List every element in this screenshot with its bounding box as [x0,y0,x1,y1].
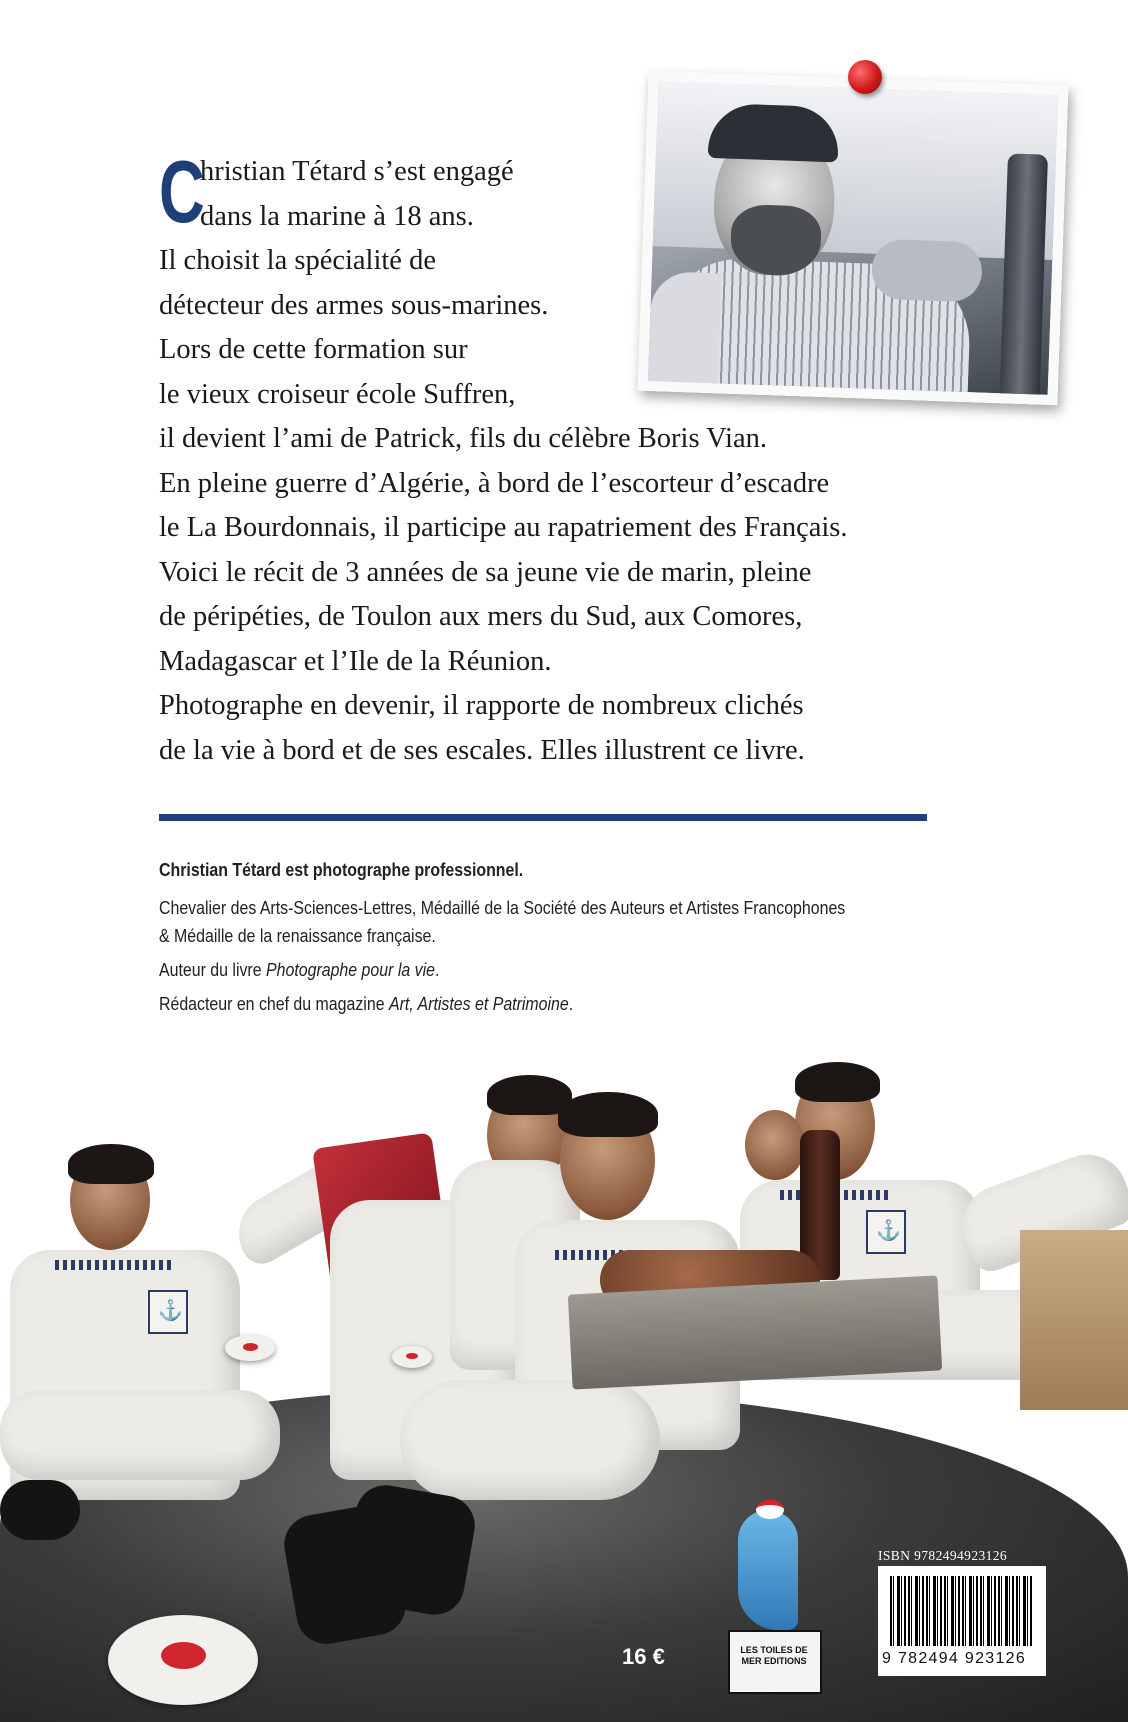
intro-line: de péripéties, de Toulon aux mers du Sud, aux Comores, [159,601,803,632]
intro-line: Lors de cette formation sur [159,334,468,365]
bio-honors-line1: Chevalier des Arts-Sciences-Lettres, Médaillé de la Société des Auteurs et Artistes Francophones [159,897,846,918]
intro-line: Il choisit la spécialité de [159,245,436,276]
isbn-barcode [878,1566,1046,1676]
bio-editor-line [159,990,847,1018]
price-label: 16 € [622,1644,665,1669]
intro-paragraph [159,239,939,773]
intro-line: hristian Tétard s’est engagé [200,156,514,187]
intro-line: détecteur des armes sous-marines. [159,289,549,321]
drop-cap: C [159,142,205,241]
intro-line: En pleine guerre d’Algérie, à bord de l’escorteur d’escadre [159,467,830,499]
intro-line: Madagascar et l’Ile de la Réunion. [159,645,552,677]
intro-line: de la vie à bord et de ses escales. Elles illustrent ce livre. [159,734,805,766]
barcode-bars [890,1576,1034,1646]
bio-honors [159,894,847,950]
bio-editor-prefix: Rédacteur en chef du magazine [159,993,389,1014]
intro-line: il devient l’ami de Patrick, fils du célèbre Boris Vian. [159,423,767,454]
intro-first-lines [200,150,514,239]
publisher-logo-text: LES TOILES DE MER EDITIONS [740,1645,808,1666]
intro-line: Voici le récit de 3 années de sa jeune vie de marin, pleine [159,556,812,588]
author-bio [159,856,847,1024]
isbn-label: ISBN 9782494923126 [878,1548,1008,1563]
bio-author-suffix: . [434,959,440,980]
bio-editor-suffix: . [568,993,574,1014]
intro-line: dans la marine à 18 ans. [200,200,474,232]
bio-author-line [159,956,847,984]
bio-honors-line2: & Médaille de la renaissance française. [159,925,436,946]
bio-headline: Christian Tétard est photographe professionnel. [159,859,524,880]
bio-magazine-title: Art, Artistes et Patrimoine [388,993,569,1014]
divider-rule [159,814,927,821]
barcode-digits: 9 782494 923126 [882,1650,1027,1667]
intro-line: le vieux croiseur école Suffren, [159,378,516,410]
intro-line: le La Bourdonnais, il participe au rapatriement des Français. [159,512,848,543]
pushpin-icon [848,60,882,94]
publisher-logo [718,1500,818,1700]
intro-line: Photographe en devenir, il rapporte de nombreux clichés [159,690,804,721]
bio-book-title: Photographe pour la vie [266,959,435,980]
bio-author-prefix: Auteur du livre [159,959,267,980]
